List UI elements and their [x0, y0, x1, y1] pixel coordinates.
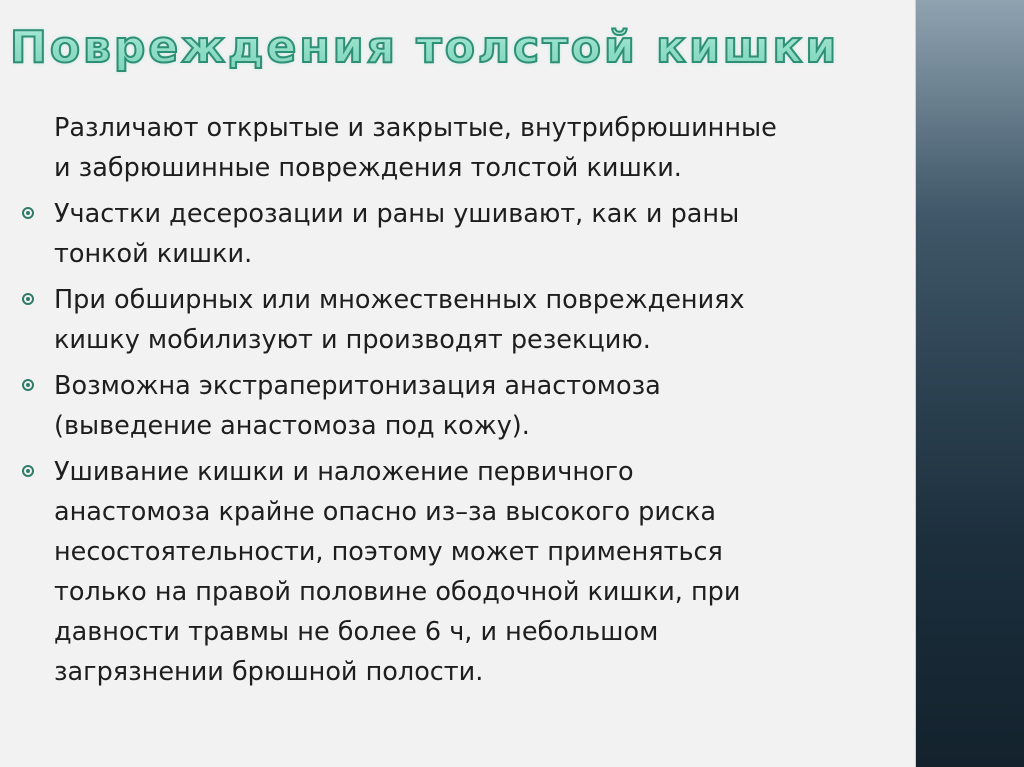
bullet-item [22, 280, 902, 360]
circle-dot-icon [22, 379, 34, 391]
circle-dot-icon [22, 293, 34, 305]
bullet-text [54, 280, 902, 360]
intro-line: и забрюшинные повреждения толстой кишки. [54, 153, 682, 183]
bullet-line: несостоятельности, поэтому может применяться [54, 537, 723, 567]
slide-title: Повреждения толстой кишки [10, 22, 840, 73]
bullet-line: загрязнении брюшной полости. [54, 657, 484, 687]
bullet-line: При обширных или множественных повреждениях [54, 285, 745, 315]
intro-line: Различают открытые и закрытые, внутрибрюшинные [54, 113, 777, 143]
intro-paragraph [54, 108, 902, 188]
bullet-line: кишку мобилизуют и производят резекцию. [54, 325, 651, 355]
bullet-line: (выведение анастомоза под кожу). [54, 411, 530, 441]
bullet-line: давности травмы не более 6 ч, и небольшом [54, 617, 659, 647]
bullet-line: Ушивание кишки и наложение первичного [54, 457, 634, 487]
bullet-text [54, 366, 902, 446]
bullet-line: Участки десерозации и раны ушивают, как и раны [54, 199, 740, 229]
slide-body [22, 108, 902, 698]
bullet-item [22, 194, 902, 274]
bullet-line: тонкой кишки. [54, 239, 253, 269]
bullet-line: Возможна экстраперитонизация анастомоза [54, 371, 661, 401]
decorative-sidebar [915, 0, 1024, 767]
bullet-item [22, 366, 902, 446]
bullet-line: только на правой половине ободочной кишки, при [54, 577, 741, 607]
circle-dot-icon [22, 465, 34, 477]
bullet-line: анастомоза крайне опасно из–за высокого риска [54, 497, 716, 527]
bullet-item [22, 452, 902, 692]
bullet-text [54, 452, 902, 692]
circle-dot-icon [22, 207, 34, 219]
bullet-text [54, 194, 902, 274]
